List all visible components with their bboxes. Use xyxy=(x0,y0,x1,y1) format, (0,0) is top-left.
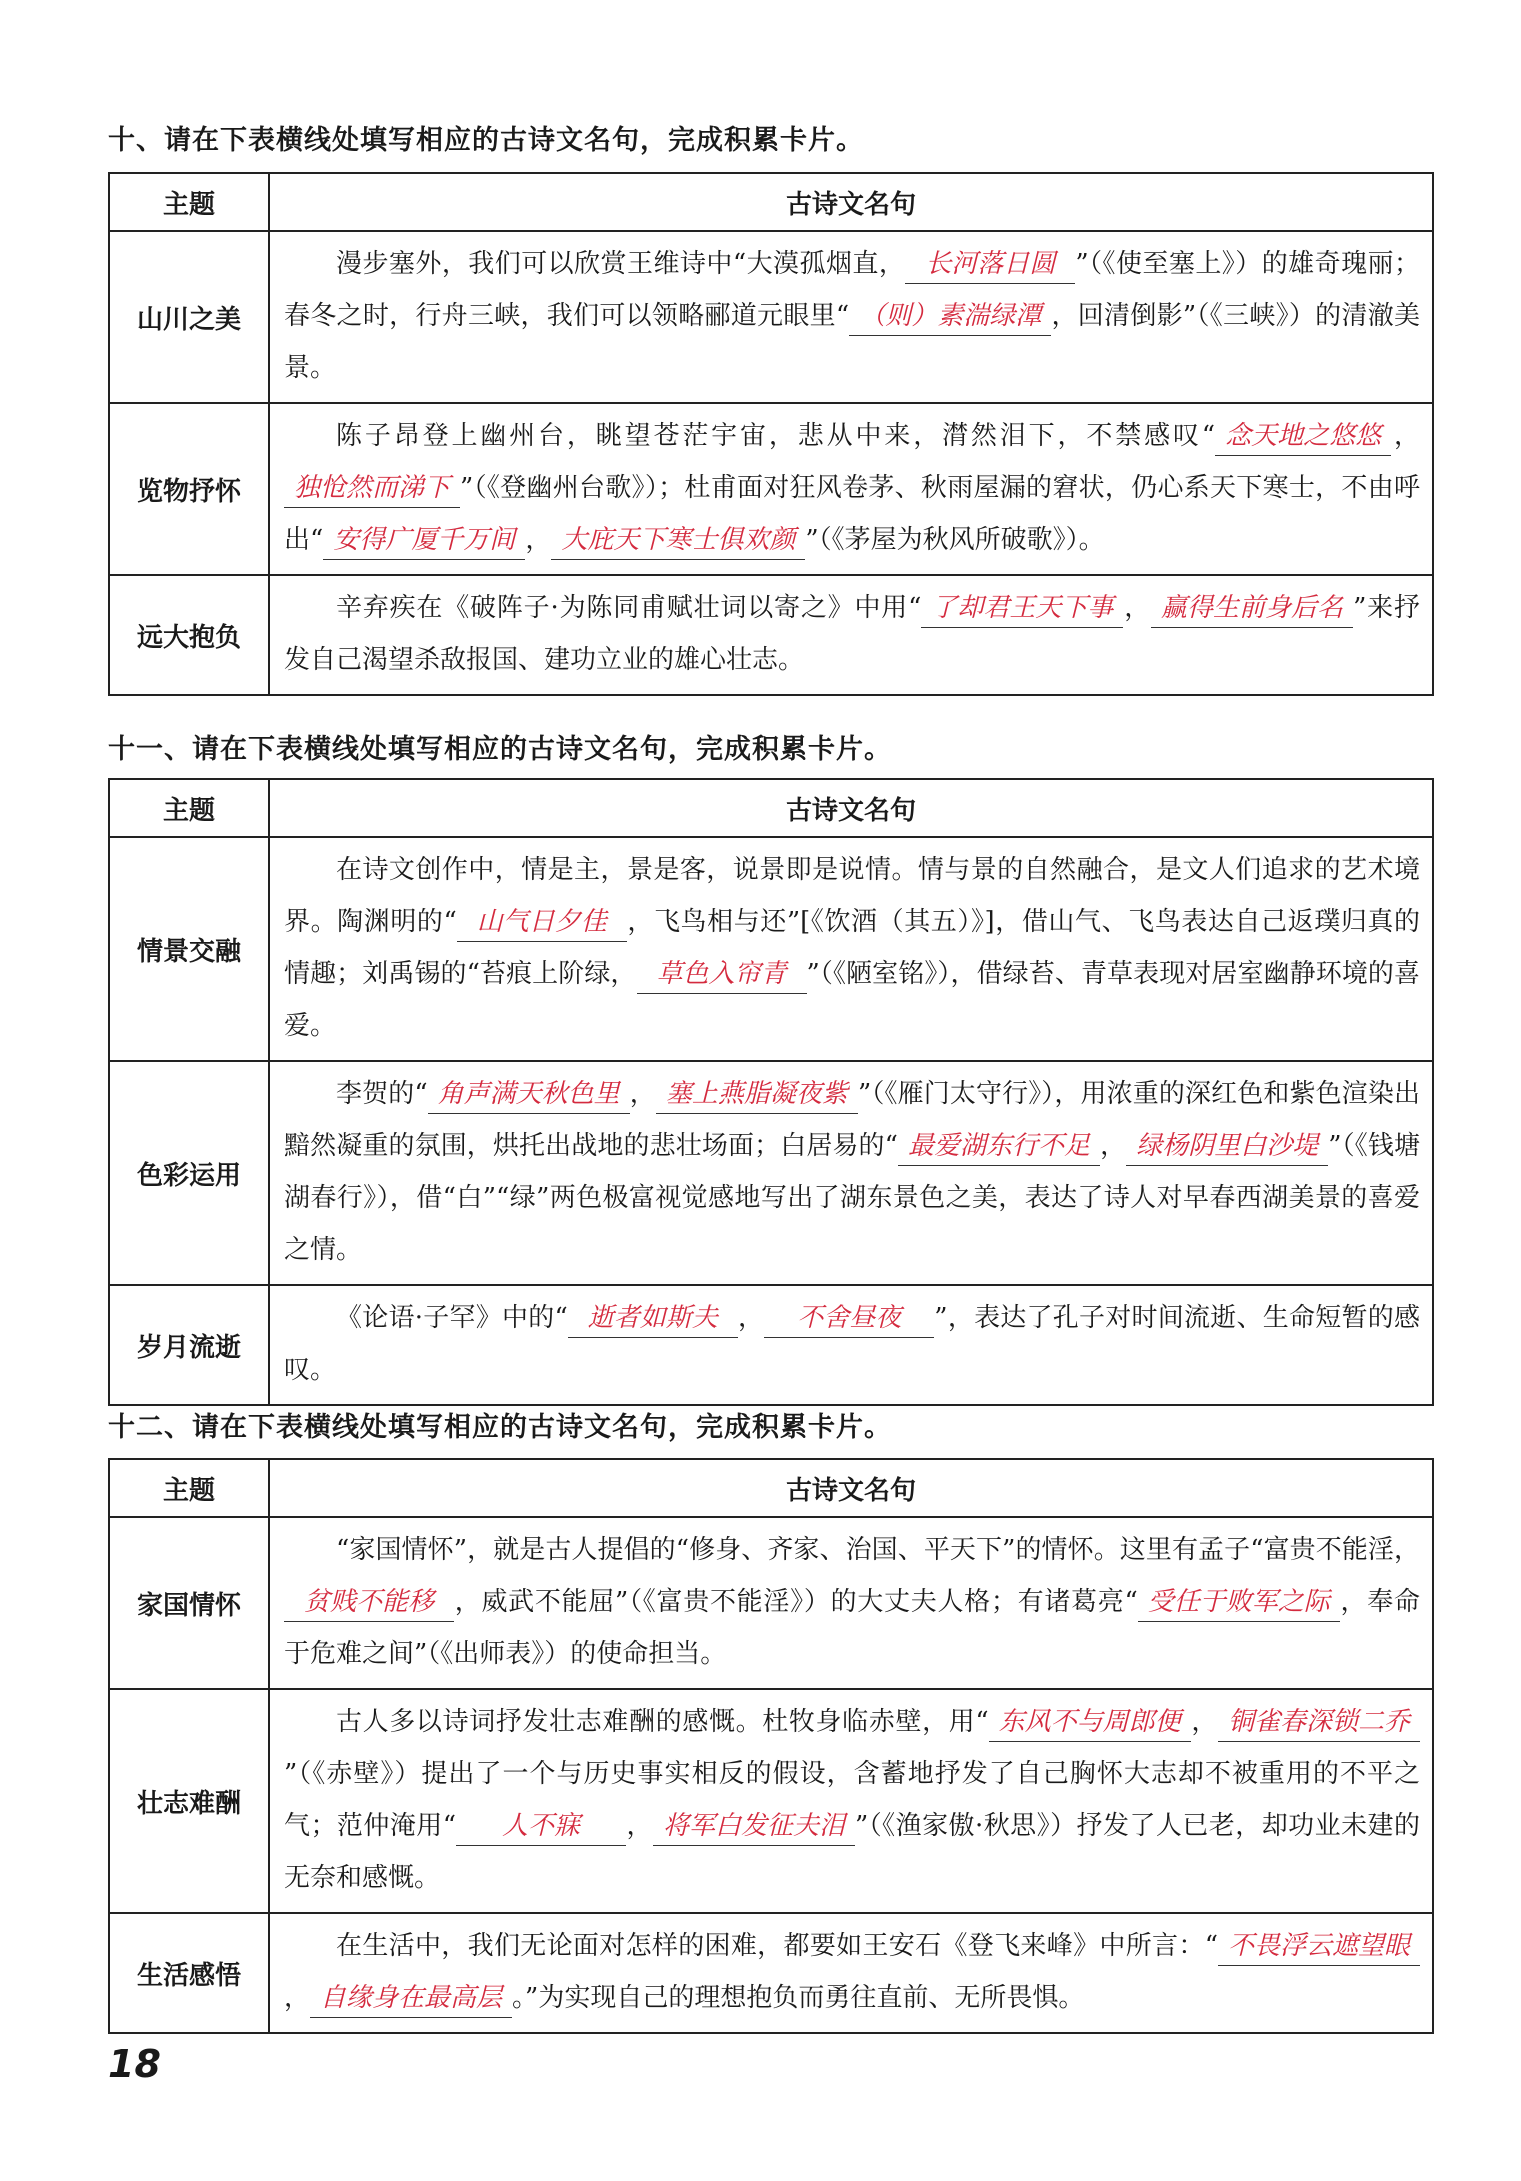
answer-blank[interactable]: 绿杨阴里白沙堤 xyxy=(1126,1127,1328,1166)
answer-blank[interactable]: 贫贱不能移 xyxy=(284,1583,454,1622)
answer-blank[interactable]: 不舍昼夜 xyxy=(764,1299,934,1338)
prompt-text: 在诗文创作中，情是主，景是客，说景即是说情。情与景的自然融合，是文人们追求的艺术境界。陶渊明的“ xyxy=(284,855,1420,937)
prompt-text: ， xyxy=(1391,421,1420,451)
table-header xyxy=(109,1459,1433,1517)
row-content xyxy=(269,1517,1433,1689)
row-paragraph xyxy=(284,1696,1420,1904)
answer-blank[interactable]: 自缘身在最高层 xyxy=(310,1979,512,2018)
prompt-text: ”（《赤壁》）提出了一个与历史事实相反的假设，含蓄地抒发了自己胸怀大志却不被重用的不平之气；范仲淹用“ xyxy=(284,1759,1420,1841)
prompt-text: ”（《雁门太守行》），用浓重的深红色和紫色渲染出黯然凝重的氛围，烘托出战地的悲壮场面；白居易的“ xyxy=(284,1079,1420,1161)
table-header xyxy=(109,173,1433,231)
prompt-text: 在生活中，我们无论面对怎样的困难，都要如王安石《登飞来峰》中所言：“ xyxy=(336,1931,1218,1961)
row-content xyxy=(269,403,1433,575)
prompt-text: ”来抒发自己渴望杀敌报国、建功立业的雄心壮志。 xyxy=(284,593,1420,675)
question-12-title: 十二、请在下表横线处填写相应的古诗文名句，完成积累卡片。 xyxy=(108,1412,892,1443)
row-topic: 岁月流逝 xyxy=(109,1285,269,1405)
table-header xyxy=(109,779,1433,837)
prompt-text: ”，表达了孔子对时间流逝、生命短暂的感叹。 xyxy=(284,1303,1420,1385)
table-row xyxy=(109,231,1433,403)
prompt-text: ”（《使至塞上》）的雄奇瑰丽；春冬之时，行舟三峡，我们可以领略郦道元眼里“ xyxy=(284,249,1421,331)
header-content: 古诗文名句 xyxy=(269,779,1433,837)
table-11 xyxy=(108,778,1434,1406)
table-10 xyxy=(108,172,1434,696)
answer-blank[interactable]: 塞上燕脂凝夜紫 xyxy=(656,1075,858,1114)
row-topic: 生活感悟 xyxy=(109,1913,269,2033)
table-row xyxy=(109,403,1433,575)
table-row xyxy=(109,837,1433,1061)
answer-blank[interactable]: 铜雀春深锁二乔 xyxy=(1218,1703,1420,1742)
row-content xyxy=(269,1913,1433,2033)
table-12 xyxy=(108,1458,1434,2034)
row-paragraph xyxy=(284,238,1420,394)
row-content xyxy=(269,1285,1433,1405)
answer-blank[interactable]: 将军白发征夫泪 xyxy=(653,1807,855,1846)
row-paragraph xyxy=(284,1292,1420,1396)
prompt-text: ，飞鸟相与还”[《饮酒（其五）》]，借山气、飞鸟表达自己返璞归真的情趣；刘禹锡的“苔痕上阶绿， xyxy=(284,907,1420,989)
row-paragraph xyxy=(284,844,1420,1052)
row-content xyxy=(269,1689,1433,1913)
row-paragraph xyxy=(284,1524,1420,1680)
answer-blank[interactable]: （则）素湍绿潭 xyxy=(849,297,1051,336)
prompt-text: ，回清倒影”（《三峡》）的清澈美景。 xyxy=(284,301,1421,383)
answer-blank[interactable]: 长河落日圆 xyxy=(905,245,1075,284)
row-topic: 家国情怀 xyxy=(109,1517,269,1689)
header-topic: 主题 xyxy=(109,779,269,837)
prompt-text: ”（《登幽州台歌》）；杜甫面对狂风卷茅、秋雨屋漏的窘状，仍心系天下寒士，不由呼出“ xyxy=(284,473,1420,555)
prompt-text: 辛弃疾在《破阵子·为陈同甫赋壮词以寄之》中用“ xyxy=(336,593,922,623)
answer-blank[interactable]: 草色入帘青 xyxy=(637,955,807,994)
page-number: 18 xyxy=(108,2042,161,2086)
table-row xyxy=(109,1913,1433,2033)
answer-blank[interactable]: 人不寐 xyxy=(456,1807,626,1846)
header-content: 古诗文名句 xyxy=(269,1459,1433,1517)
prompt-text: 漫步塞外，我们可以欣赏王维诗中“大漠孤烟直， xyxy=(336,249,906,279)
prompt-text: ”（《茅屋为秋风所破歌》）。 xyxy=(805,525,1105,555)
question-10-title: 十、请在下表横线处填写相应的古诗文名句，完成积累卡片。 xyxy=(108,125,864,156)
row-content xyxy=(269,575,1433,695)
answer-blank[interactable]: 大庇天下寒士俱欢颜 xyxy=(551,521,805,560)
table-row xyxy=(109,575,1433,695)
answer-blank[interactable]: 受任于败军之际 xyxy=(1138,1583,1340,1622)
row-paragraph xyxy=(284,1068,1420,1276)
prompt-text: ， xyxy=(629,1079,656,1109)
prompt-text: ， xyxy=(626,1811,653,1841)
prompt-text: ， xyxy=(737,1303,765,1333)
answer-blank[interactable]: 了却君王天下事 xyxy=(921,589,1123,628)
row-topic: 山川之美 xyxy=(109,231,269,403)
prompt-text: ，奉命于危难之间”（《出师表》）的使命担当。 xyxy=(284,1587,1420,1669)
answer-blank[interactable]: 不畏浮云遮望眼 xyxy=(1218,1927,1420,1966)
question-11-title: 十一、请在下表横线处填写相应的古诗文名句，完成积累卡片。 xyxy=(108,734,892,765)
prompt-text: ”（《钱塘湖春行》），借“白”“绿”两色极富视觉感地写出了湖东景色之美，表达了诗人对早春西湖美景的喜爱之情。 xyxy=(284,1131,1420,1265)
prompt-text: ”（《陋室铭》），借绿苔、青草表现对居室幽静环境的喜爱。 xyxy=(284,959,1420,1041)
prompt-text: 陈子昂登上幽州台，眺望苍茫宇宙，悲从中来，潸然泪下，不禁感叹“ xyxy=(336,421,1216,451)
prompt-text: 古人多以诗词抒发壮志难酬的感慨。杜牧身临赤壁，用“ xyxy=(336,1707,989,1737)
prompt-text: ， xyxy=(525,525,552,555)
prompt-text: ， xyxy=(1123,593,1152,623)
answer-blank[interactable]: 角声满天秋色里 xyxy=(428,1075,630,1114)
answer-blank[interactable]: 赢得生前身后名 xyxy=(1151,589,1353,628)
answer-blank[interactable]: 东风不与周郎便 xyxy=(989,1703,1191,1742)
header-content: 古诗文名句 xyxy=(269,173,1433,231)
row-paragraph xyxy=(284,410,1420,566)
prompt-text: ， xyxy=(1099,1131,1127,1161)
row-topic: 览物抒怀 xyxy=(109,403,269,575)
row-content xyxy=(269,231,1433,403)
answer-blank[interactable]: 安得广厦千万间 xyxy=(323,521,525,560)
answer-blank[interactable]: 独怆然而涕下 xyxy=(284,469,460,508)
prompt-text: ，威武不能屈”（《富贵不能淫》）的大丈夫人格；有诸葛亮“ xyxy=(454,1587,1138,1617)
row-topic: 情景交融 xyxy=(109,837,269,1061)
row-topic: 壮志难酬 xyxy=(109,1689,269,1913)
table-row xyxy=(109,1517,1433,1689)
prompt-text: “家国情怀”，就是古人提倡的“修身、齐家、治国、平天下”的情怀。这里有孟子“富贵不能淫， xyxy=(336,1535,1420,1565)
prompt-text: ， xyxy=(284,1983,311,2013)
answer-blank[interactable]: 最爱湖东行不足 xyxy=(898,1127,1100,1166)
row-topic: 色彩运用 xyxy=(109,1061,269,1285)
row-content xyxy=(269,837,1433,1061)
table-row xyxy=(109,1285,1433,1405)
row-paragraph xyxy=(284,1920,1420,2024)
header-topic: 主题 xyxy=(109,1459,269,1517)
prompt-text: 。”为实现自己的理想抱负而勇往直前、无所畏惧。 xyxy=(512,1983,1085,2013)
table-row xyxy=(109,1061,1433,1285)
prompt-text: 李贺的“ xyxy=(336,1079,428,1109)
table-row xyxy=(109,1689,1433,1913)
answer-blank[interactable]: 念天地之悠悠 xyxy=(1215,417,1391,456)
prompt-text: ， xyxy=(1190,1707,1218,1737)
row-paragraph xyxy=(284,582,1420,686)
prompt-text: ”（《渔家傲·秋思》）抒发了人已老，却功业未建的无奈和感慨。 xyxy=(284,1811,1420,1893)
row-topic: 远大抱负 xyxy=(109,575,269,695)
header-topic: 主题 xyxy=(109,173,269,231)
answer-blank[interactable]: 逝者如斯夫 xyxy=(568,1299,738,1338)
prompt-text: 《论语·子罕》中的“ xyxy=(336,1303,568,1333)
row-content xyxy=(269,1061,1433,1285)
answer-blank[interactable]: 山气日夕佳 xyxy=(457,903,627,942)
